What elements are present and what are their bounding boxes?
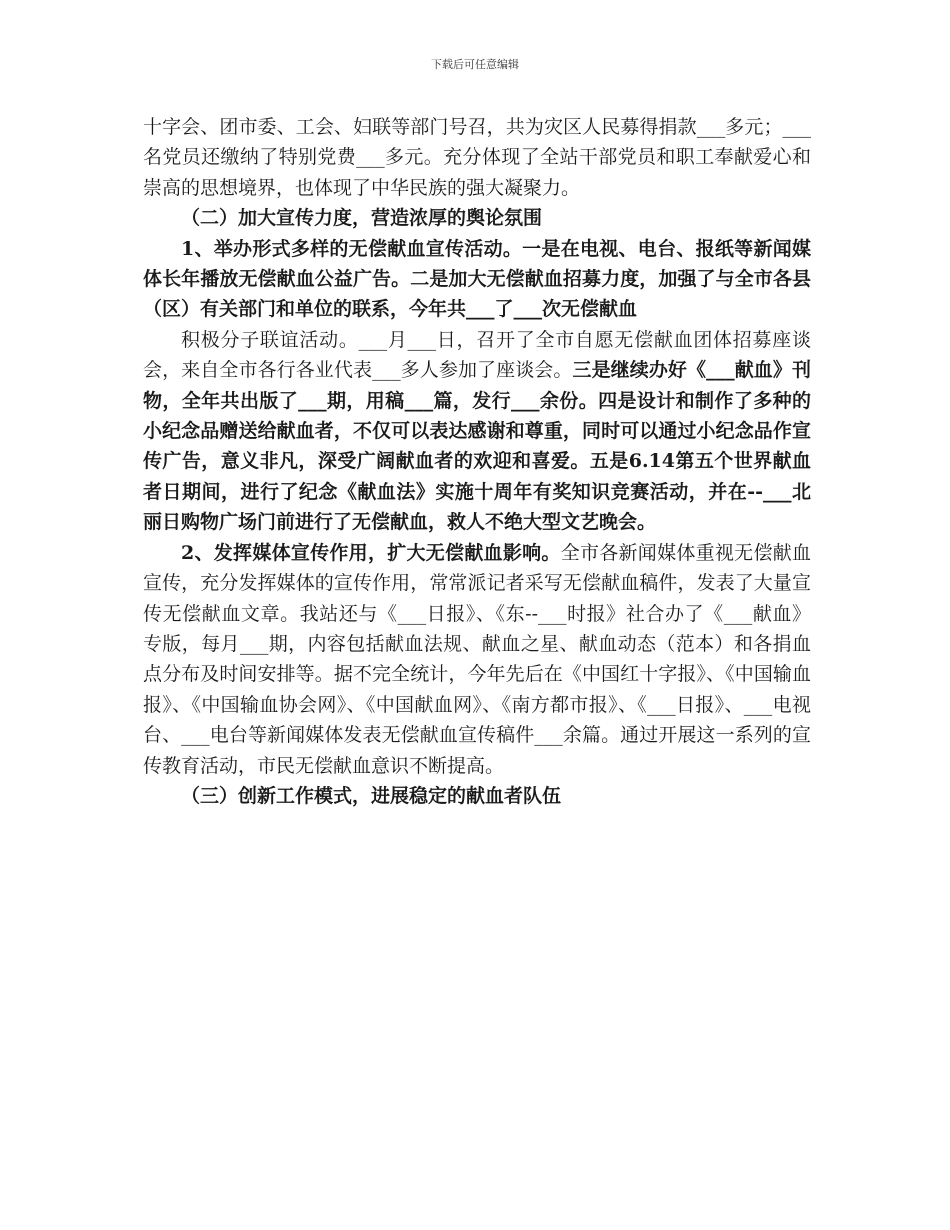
section-heading-3: （三）创新工作模式，进展稳定的献血者队伍 <box>181 784 562 807</box>
paragraph-media-role-body: 全市各新闻媒体重视无偿献血宣传，充分发挥媒体的宣传作用，常常派记者采写无偿献血稿件，发表了大量宣传无偿献血文章。我站还与《___日报》、《东--___时报》社合办了《___献血》专版，每月___期，内容包括献血法规、献血之星、献血动态（范本）和各捐血点分布及时间安排等。据不完全统计，今年先后在《中国红十字报》、《中国输血报》、《中国输血协会网》、《中国献血网》、《南方都市报》、《___日报》、___电视台、___电台等新闻媒体发表无偿献血宣传稿件___余篇。通过开展这一系列的宣传教育活动，市民无偿献血意识不断提高。 <box>143 541 811 777</box>
section-heading-2: （二）加大宣传力度，营造浓厚的舆论氛围 <box>181 207 543 230</box>
paragraph-media-role-title: 2、发挥媒体宣传作用，扩大无偿献血影响。 <box>181 541 561 564</box>
paragraph-publicity-activities: 1、举办形式多样的无偿献血宣传活动。一是在电视、电台、报纸等新闻媒体长年播放无偿献血公益广告。二是加大无偿献血招募力度，加强了与全市各县（区）有关部门和单位的联系，今年共___了___次无偿献血 <box>143 237 811 321</box>
paragraph-volunteer-events-normal: 积极分子联谊活动。___月___日，召开了全市自愿无偿献血团体招募座谈会，来自全市各行各业代表___多人参加了座谈会。 <box>143 328 811 382</box>
page-header-note: 下载后可任意编辑 <box>431 58 519 71</box>
paragraph-media-role <box>143 538 811 781</box>
paragraph-volunteer-events-bold: 三是继续办好《___献血》刊物，全年共出版了___期，用稿___篇，发行___余份。四是设计和制作了多种的小纪念品赠送给献血者，不仅可以表达感谢和尊重，同时可以通过小纪念品作宣传广告，意义非凡，深受广阔献血者的欢迎和喜爱。五是6.14第五个世界献血者日期间，进行了纪念《献血法》实施十周年有奖知识竞赛活动，并在--___北丽日购物广场门前进行了无偿献血，救人不绝大型文艺晚会。 <box>143 359 811 534</box>
paragraph-volunteer-events <box>143 325 811 538</box>
document-body <box>143 112 811 811</box>
paragraph-donations: 十字会、团市委、工会、妇联等部门号召，共为灾区人民募得捐款___多元；___名党员还缴纳了特别党费___多元。充分体现了全站干部党员和职工奉献爱心和崇高的思想境界，也体现了中华民族的强大凝聚力。 <box>143 116 811 199</box>
